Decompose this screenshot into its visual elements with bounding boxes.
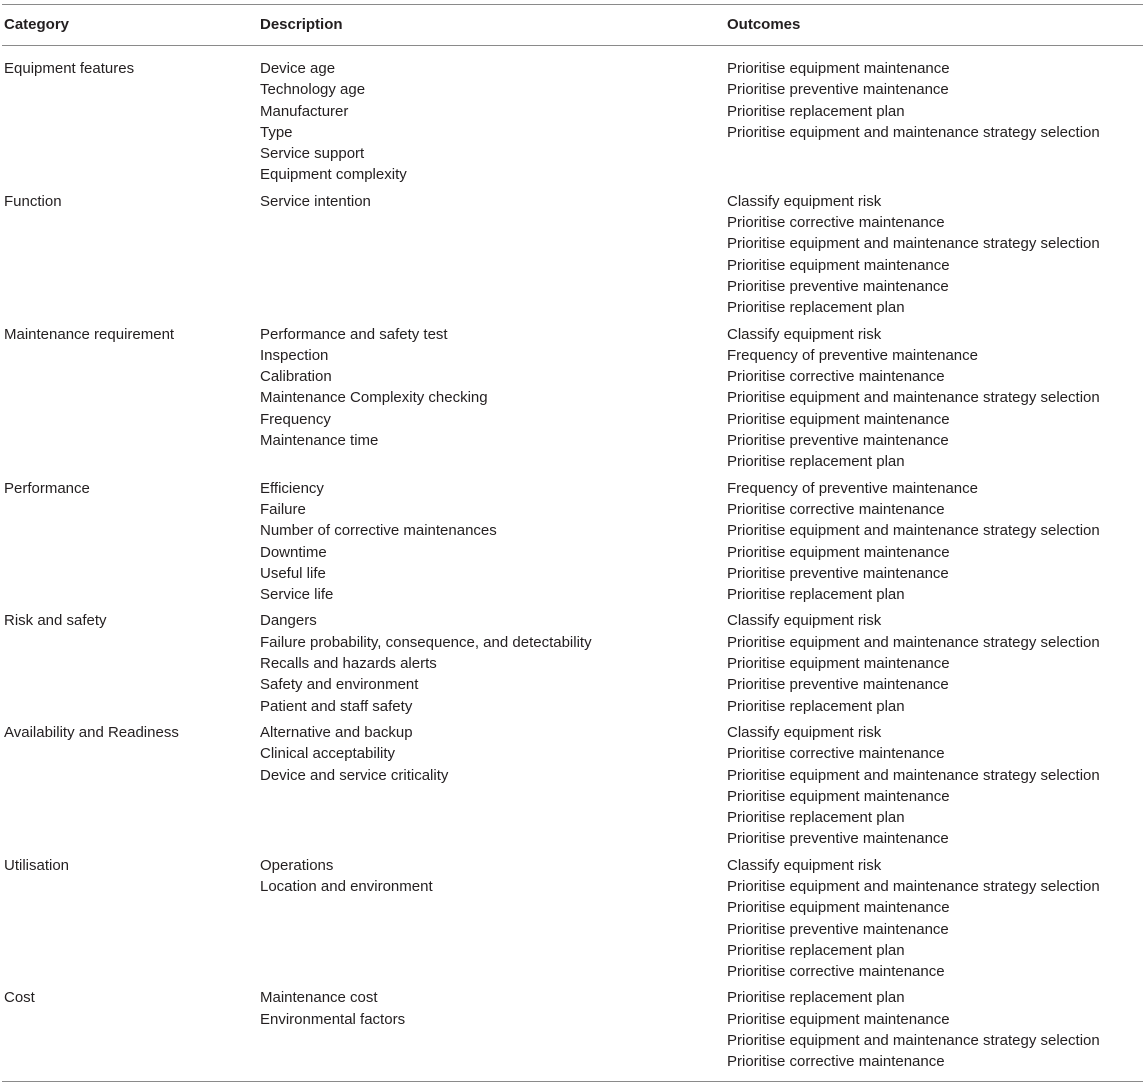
table-row — [2, 478, 1143, 606]
outcome-item: Prioritise preventive maintenance — [727, 81, 949, 99]
description-item: Equipment complexity — [260, 166, 407, 184]
table-bottom-rule — [2, 1081, 1143, 1082]
outcome-item: Prioritise equipment maintenance — [727, 655, 950, 673]
description-item: Service intention — [260, 192, 371, 210]
description-cell — [258, 987, 725, 1072]
outcome-item: Prioritise equipment and maintenance strategy selection — [727, 123, 1100, 141]
outcome-item: Prioritise replacement plan — [727, 697, 905, 715]
table-row — [2, 58, 1143, 186]
category-cell — [2, 987, 258, 1072]
outcome-item: Prioritise replacement plan — [727, 989, 905, 1007]
outcome-item: Prioritise equipment maintenance — [727, 543, 950, 561]
description-item: Operations — [260, 856, 334, 874]
description-item: Failure — [260, 500, 306, 518]
description-item: Efficiency — [260, 479, 324, 497]
description-item: Device age — [260, 60, 336, 77]
outcome-item: Prioritise preventive maintenance — [727, 432, 949, 450]
category-text: Performance — [4, 479, 90, 497]
category-cell — [2, 722, 258, 850]
outcome-item: Prioritise equipment maintenance — [727, 256, 950, 274]
outcome-item: Prioritise equipment maintenance — [727, 787, 950, 805]
description-item: Safety and environment — [260, 676, 419, 694]
description-item: Number of corrective maintenances — [260, 522, 497, 540]
table-row — [2, 987, 1143, 1072]
outcomes-cell — [725, 478, 1143, 606]
outcomes-cell — [725, 855, 1143, 983]
description-item: Device and service criticality — [260, 766, 449, 784]
outcome-item: Prioritise equipment and maintenance strategy selection — [727, 1032, 1100, 1050]
outcome-item: Prioritise preventive maintenance — [727, 564, 949, 582]
outcomes-cell — [725, 722, 1143, 850]
header-outcomes: Outcomes — [727, 16, 801, 33]
outcome-item: Prioritise replacement plan — [727, 809, 905, 827]
outcome-item: Classify equipment risk — [727, 723, 882, 741]
outcome-item: Prioritise equipment maintenance — [727, 1010, 950, 1028]
outcome-item: Classify equipment risk — [727, 856, 882, 874]
header-description: Description — [260, 16, 343, 33]
category-text: Equipment features — [4, 60, 135, 77]
description-cell — [258, 191, 725, 319]
outcome-item: Prioritise corrective maintenance — [727, 500, 945, 518]
category-text: Risk and safety — [4, 612, 107, 630]
table-row — [2, 610, 1143, 716]
description-item: Calibration — [260, 368, 332, 386]
table-row — [2, 324, 1143, 473]
outcome-item: Prioritise equipment maintenance — [727, 60, 950, 77]
description-item: Recalls and hazards alerts — [260, 655, 437, 673]
description-cell — [258, 722, 725, 850]
description-item: Downtime — [260, 543, 327, 561]
description-item: Technology age — [260, 81, 366, 99]
description-item: Clinical acceptability — [260, 745, 396, 763]
outcome-item: Prioritise corrective maintenance — [727, 745, 945, 763]
outcomes-cell — [725, 987, 1143, 1072]
description-cell — [258, 478, 725, 606]
description-item: Location and environment — [260, 877, 433, 895]
description-item: Performance and safety test — [260, 325, 448, 343]
description-item: Environmental factors — [260, 1010, 406, 1028]
description-item: Maintenance time — [260, 432, 379, 450]
description-item: Useful life — [260, 564, 326, 582]
description-item: Frequency — [260, 410, 331, 428]
outcome-item: Prioritise equipment and maintenance strategy selection — [727, 766, 1100, 784]
outcomes-cell — [725, 610, 1143, 716]
description-item: Maintenance cost — [260, 989, 378, 1007]
criteria-table — [2, 4, 1143, 1082]
description-item: Patient and staff safety — [260, 697, 413, 715]
outcome-item: Prioritise preventive maintenance — [727, 920, 949, 938]
description-item: Dangers — [260, 612, 317, 630]
category-text: Cost — [4, 989, 35, 1007]
outcome-item: Prioritise equipment maintenance — [727, 899, 950, 917]
outcome-item: Prioritise replacement plan — [727, 941, 905, 959]
description-cell — [258, 855, 725, 983]
description-item: Alternative and backup — [260, 723, 413, 741]
outcome-item: Classify equipment risk — [727, 612, 882, 630]
outcome-item: Prioritise preventive maintenance — [727, 830, 949, 848]
description-cell — [258, 58, 725, 186]
outcome-item: Classify equipment risk — [727, 325, 882, 343]
outcome-item: Prioritise equipment and maintenance strategy selection — [727, 633, 1100, 651]
category-text: Availability and Readiness — [4, 723, 179, 741]
description-item: Manufacturer — [260, 102, 349, 120]
outcome-item: Prioritise replacement plan — [727, 102, 905, 120]
category-cell — [2, 610, 258, 716]
outcome-item: Prioritise equipment and maintenance strategy selection — [727, 877, 1100, 895]
header-category: Category — [4, 16, 70, 33]
outcome-item: Prioritise preventive maintenance — [727, 676, 949, 694]
outcome-item: Prioritise replacement plan — [727, 586, 905, 604]
outcome-item: Prioritise equipment and maintenance strategy selection — [727, 389, 1100, 407]
description-item: Service support — [260, 145, 365, 163]
outcome-item: Prioritise equipment and maintenance strategy selection — [727, 522, 1100, 540]
outcome-item: Prioritise corrective maintenance — [727, 963, 945, 981]
outcome-item: Prioritise replacement plan — [727, 299, 905, 317]
description-item: Inspection — [260, 346, 329, 364]
outcome-item: Prioritise preventive maintenance — [727, 277, 949, 295]
category-cell — [2, 324, 258, 473]
outcome-item: Frequency of preventive maintenance — [727, 479, 978, 497]
outcomes-cell — [725, 324, 1143, 473]
outcome-item: Frequency of preventive maintenance — [727, 346, 978, 364]
description-cell — [258, 610, 725, 716]
category-cell — [2, 478, 258, 606]
outcome-item: Prioritise corrective maintenance — [727, 368, 945, 386]
category-text: Function — [4, 192, 62, 210]
outcomes-cell — [725, 58, 1143, 186]
category-cell — [2, 855, 258, 983]
table-header-row — [2, 5, 1143, 45]
category-cell — [2, 58, 258, 186]
description-item: Failure probability, consequence, and detectability — [260, 633, 592, 651]
outcome-item: Classify equipment risk — [727, 192, 882, 210]
outcome-item: Prioritise replacement plan — [727, 453, 905, 471]
description-item: Service life — [260, 586, 334, 604]
table-row — [2, 191, 1143, 319]
table-body — [2, 46, 1143, 1073]
outcomes-cell — [725, 191, 1143, 319]
description-item: Maintenance Complexity checking — [260, 389, 488, 407]
description-cell — [258, 324, 725, 473]
outcome-item: Prioritise corrective maintenance — [727, 214, 945, 232]
outcome-item: Prioritise corrective maintenance — [727, 1053, 945, 1071]
category-text: Utilisation — [4, 856, 70, 874]
description-item: Type — [260, 123, 293, 141]
outcome-item: Prioritise equipment and maintenance strategy selection — [727, 235, 1100, 253]
table-row — [2, 722, 1143, 850]
category-text: Maintenance requirement — [4, 325, 175, 343]
table-row — [2, 855, 1143, 983]
outcome-item: Prioritise equipment maintenance — [727, 410, 950, 428]
category-cell — [2, 191, 258, 319]
